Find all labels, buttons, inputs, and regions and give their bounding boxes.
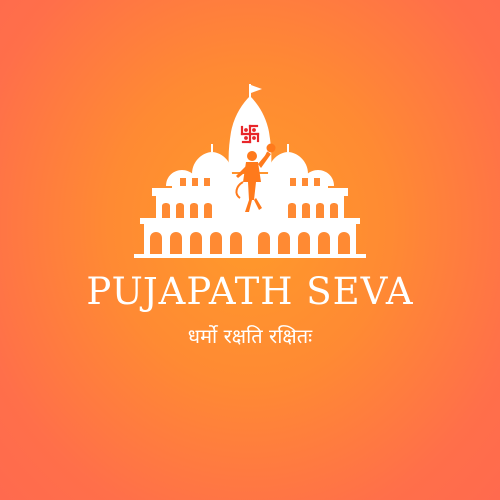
flag-icon xyxy=(250,84,262,100)
temple-icon xyxy=(130,82,370,262)
brand-title: PUJAPATH SEVA xyxy=(86,270,414,313)
brand-tagline: धर्मो रक्षति रक्षितः xyxy=(187,324,313,348)
